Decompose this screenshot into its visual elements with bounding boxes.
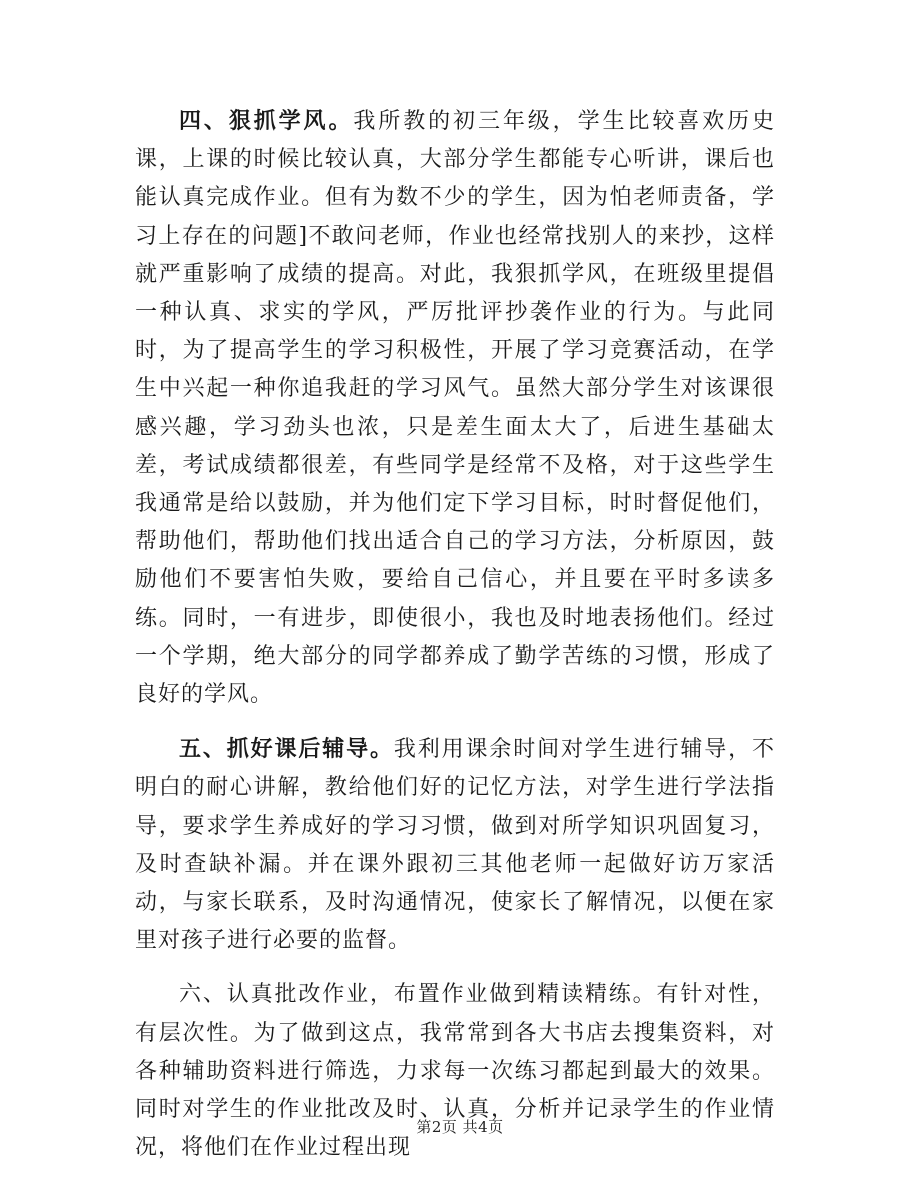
document-body: [135, 102, 775, 1183]
paragraph-heading: 六、认真批改作业，布置作业做到精读精练。: [179, 982, 657, 1008]
paragraph-heading: 四、狠抓学风。: [179, 108, 354, 134]
paragraph-text: 我所教的初三年级，学生比较喜欢历史课，上课的时候比较认真，大部分学生都能专心听讲，课后也能认真完成作业。但有为数不少的学生，因为怕老师责备，学习上存在的问题]不敢问老师，作业也经常找别人的来抄，这样就严重影响了成绩的提高。对此，我狠抓学风，在班级里提倡一种认真、求实的学风，严厉批评抄袭作业的行为。与此同时，为了提高学生的学习积极性，开展了学习竞赛活动，在学生中兴起一种你追我赶的学习风气。虽然大部分学生对该课很感兴趣，学习劲头也浓，只是差生面太大了，后进生基础太差，考试成绩都很差，有些同学是经常不及格，对于这些学生我通常是给以鼓励，并为他们定下学习目标，时时督促他们，帮助他们，帮助他们找出适合自己的学习方法，分析原因，鼓励他们不要害怕失败，要给自己信心，并且要在平时多读多练。同时，一有进步，即使很小，我也及时地表扬他们。经过一个学期，绝大部分的同学都养成了勤学苦练的习惯，形成了良好的学风。: [135, 109, 775, 708]
paragraph-heading: 五、抓好课后辅导。: [179, 736, 394, 763]
paragraph-study-style: [135, 102, 775, 714]
paragraph-homework: [135, 976, 775, 1167]
paragraph-text: 有针对性，有层次性。为了做到这点，我常常到各大书店去搜集资料，对各种辅助资料进行筛选，力求每一次练习都起到最大的效果。同时对学生的作业批改及时、认真，分析并记录学生的作业情况，将他们在作业过程出现: [135, 982, 775, 1161]
page-number-footer: 第2页 共4页: [416, 1118, 504, 1136]
paragraph-text: 我利用课余时间对学生进行辅导，不明白的耐心讲解，教给他们好的记忆方法，对学生进行学法指导，要求学生养成好的学习习惯，做到对所学知识巩固复习，及时查缺补漏。并在课外跟初三其他老师一起做好访万家活动，与家长联系，及时沟通情况，使家长了解情况，以便在家里对孩子进行必要的监督。: [135, 737, 775, 954]
paragraph-after-class-tutoring: [135, 730, 775, 960]
